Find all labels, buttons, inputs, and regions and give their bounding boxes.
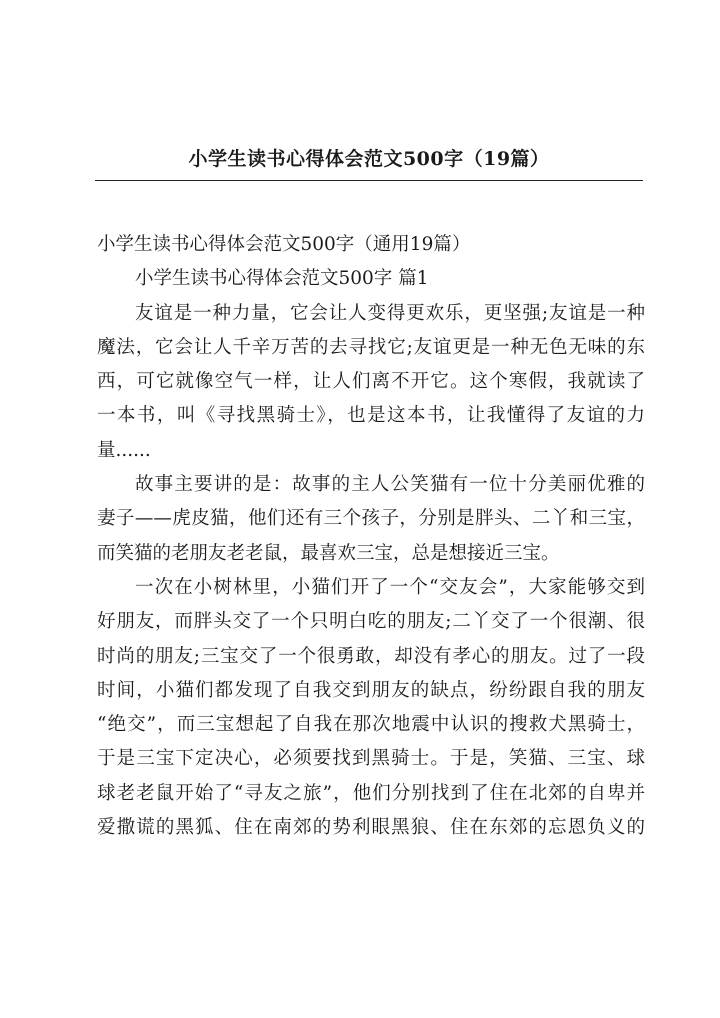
title-underline	[95, 180, 643, 181]
text-line: 友谊是一种力量，它会让人变得更欢乐，更坚强;友谊是一种	[135, 302, 645, 324]
document-title: 小学生读书心得体会范文500字（19篇）	[188, 148, 550, 170]
text-line: 而笑猫的老朋友老老鼠，最喜欢三宝，总是想接近三宝。	[97, 542, 560, 564]
document-body	[97, 228, 645, 845]
text-line: 量......	[97, 439, 151, 461]
text-line: 爱撒谎的黑狐、住在南郊的势利眼黑狼、住在东郊的忘恩负义的	[97, 817, 645, 839]
text-line: 小学生读书心得体会范文500字 篇1	[135, 268, 429, 290]
text-line: 时间，小猫们都发现了自我交到朋友的缺点，纷纷跟自我的朋友	[97, 679, 645, 701]
text-line: “绝交”，而三宝想起了自我在那次地震中认识的搜救犬黑骑士，	[97, 714, 645, 736]
text-line: 小学生读书心得体会范文500字（通用19篇）	[97, 234, 471, 255]
text-line: 于是三宝下定决心，必须要找到黑骑士。于是，笑猫、三宝、球	[97, 748, 645, 770]
text-line: 好朋友，而胖头交了一个只明白吃的朋友;二丫交了一个很潮、很	[97, 611, 645, 633]
text-line: 故事主要讲的是：故事的主人公笑猫有一位十分美丽优雅的	[135, 474, 645, 496]
text-line: 一次在小树林里，小猫们开了一个“交友会”，大家能够交到	[135, 576, 645, 598]
text-line: 妻子——虎皮猫，他们还有三个孩子，分别是胖头、二丫和三宝，	[97, 508, 645, 530]
text-line: 时尚的朋友;三宝交了一个很勇敢，却没有孝心的朋友。过了一段	[97, 645, 645, 667]
text-line: 球老老鼠开始了“寻友之旅”，他们分别找到了住在北郊的自卑并	[97, 782, 645, 804]
text-line: 一本书，叫《寻找黑骑士》，也是这本书，让我懂得了友谊的力	[97, 405, 645, 427]
text-line: 西，可它就像空气一样，让人们离不开它。这个寒假，我就读了	[97, 371, 645, 393]
text-line: 魔法，它会让人千辛万苦的去寻找它;友谊更是一种无色无味的东	[97, 336, 645, 358]
